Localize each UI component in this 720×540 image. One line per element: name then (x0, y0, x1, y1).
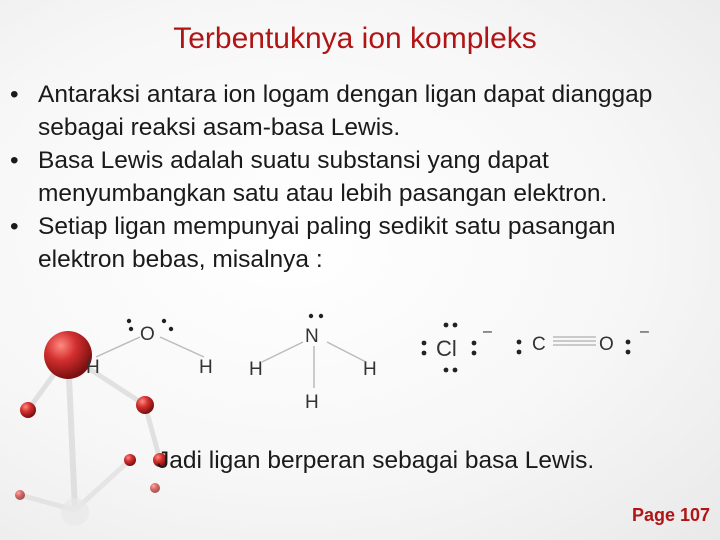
ammonia-hydrogen-right: H (363, 359, 377, 380)
water-hydrogen-left: H (86, 357, 100, 378)
bullet-item (8, 210, 708, 276)
ammonia-hydrogen-bottom: H (305, 392, 319, 413)
ammonia-nitrogen: N (305, 326, 319, 347)
co-structure (517, 323, 649, 355)
bullet-text: Basa Lewis adalah suatu substansi yang dapat menyumbangkan satu atau lebih pasangan elektron. (38, 147, 608, 207)
co-oxygen: O (599, 334, 614, 355)
water-oxygen: O (140, 324, 155, 345)
bullet-marker: • (10, 81, 19, 108)
bullet-text: Setiap ligan mempunyai paling sedikit satu pasangan elektron bebas, misalnya : (38, 213, 616, 273)
chloride-atom: Cl (436, 336, 457, 361)
page-number: Page 107 (631, 505, 710, 525)
ammonia-structure (249, 314, 377, 413)
bullet-text: Antaraksi antara ion logam dengan ligan dapat dianggap sebagai reaksi asam-basa Lewis. (38, 81, 653, 141)
chloride-charge: – (483, 323, 492, 340)
bullet-marker: • (10, 213, 19, 240)
slide-title: Terbentuknya ion kompleks (173, 22, 537, 55)
water-structure (86, 319, 213, 378)
co-charge: – (640, 323, 649, 340)
bullet-item (8, 144, 708, 210)
conclusion-text: Jadi ligan berperan sebagai basa Lewis. (157, 447, 595, 474)
bullet-item (8, 78, 708, 144)
co-carbon: C (532, 334, 546, 355)
bullet-marker: • (10, 147, 19, 174)
ammonia-hydrogen-left: H (249, 359, 263, 380)
ligand-structures (0, 300, 720, 430)
chloride-structure (422, 323, 492, 373)
bullet-list (8, 78, 708, 276)
water-hydrogen-right: H (199, 357, 213, 378)
